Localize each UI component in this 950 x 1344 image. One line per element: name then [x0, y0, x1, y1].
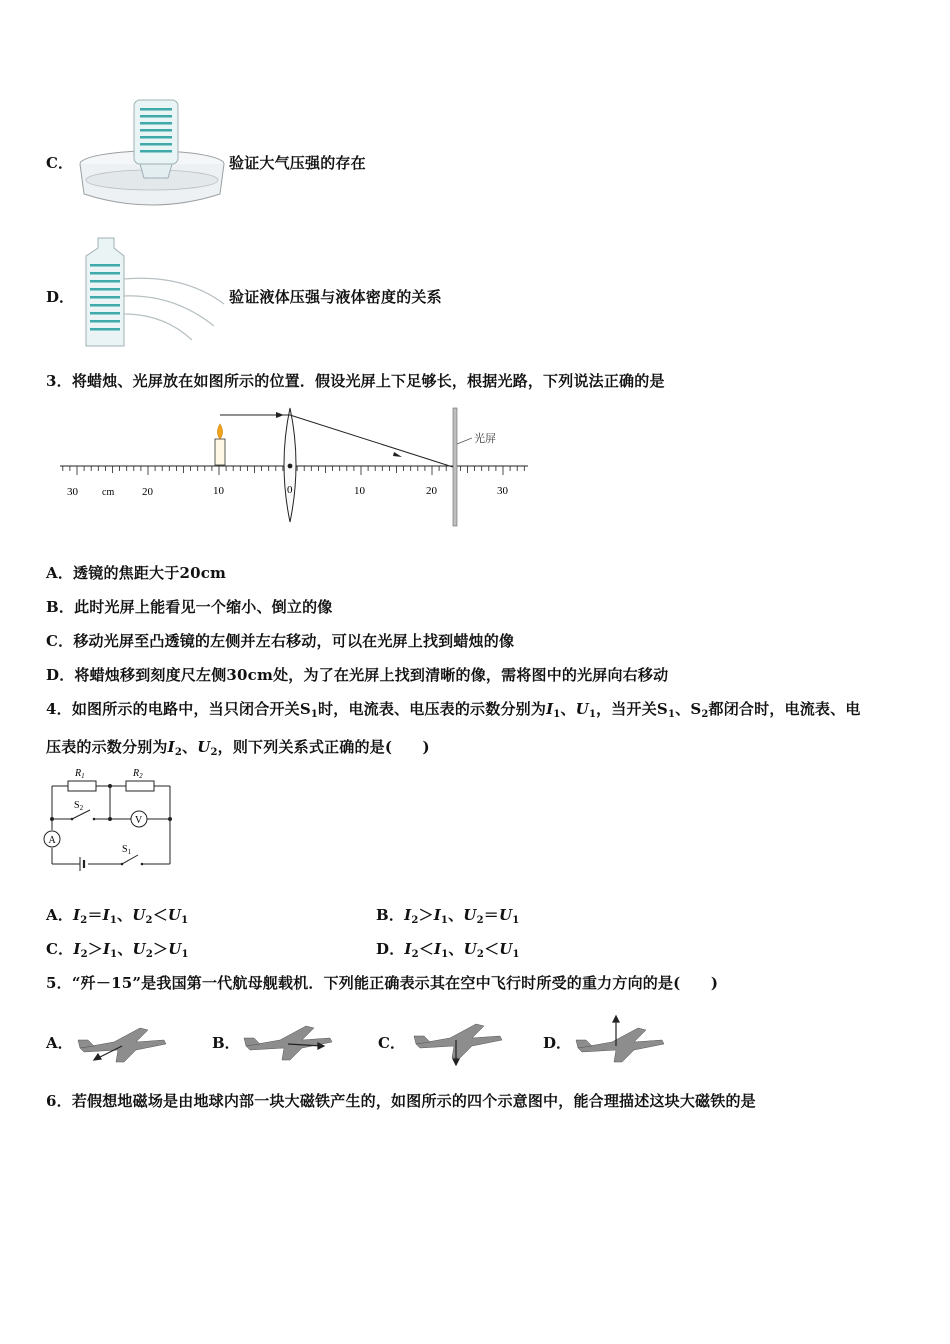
- q3-option-a: A．透镜的焦距大于20cm: [46, 564, 227, 582]
- q5-option-d-label: D．: [543, 1034, 572, 1052]
- q3-option-c: C．移动光屏至凸透镜的左侧并左右移动，可以在光屏上找到蜡烛的像: [46, 632, 515, 650]
- q5-option-c-label: C．: [378, 1034, 405, 1052]
- q4-option-b: B．$I_2>I_1$、$U_2=U_1$: [376, 906, 520, 926]
- tick-label: 30: [497, 485, 508, 497]
- option-c-text: 验证大气压强的存在: [229, 154, 366, 172]
- resistor-r1: [68, 781, 96, 791]
- unit-label: cm: [102, 487, 115, 498]
- q4-option-c: C．$I_2>I_1$、$U_2>U_1$: [46, 940, 189, 960]
- tick-label: 20: [142, 486, 153, 498]
- q3-option-d: D．将蜡烛移到刻度尺左侧30cm处，为了在光屏上找到清晰的像，需将图中的光屏向右移动: [46, 666, 669, 684]
- jet-gravity-option-a: [74, 1018, 170, 1070]
- svg-text:R1: $R_1$: [75, 768, 85, 780]
- svg-text:S1: $S_1$: [122, 844, 132, 856]
- q4-stem-line1: 4．如图所示的电路中，当只闭合开关$S_1$时，电流表、电压表的示数分别为$I_1$、$U_1$，当开关$S_1$、$S_2$都闭合时，电流表、电: [46, 700, 861, 720]
- candle: [215, 439, 225, 465]
- svg-text:R2: $R_2$: [133, 768, 143, 780]
- resistor-r2: [126, 781, 154, 791]
- tick-label: 10: [354, 485, 365, 497]
- q5-option-a-label: A．: [46, 1034, 73, 1052]
- screen-label: 光屏: [474, 433, 496, 445]
- tick-label: 10: [213, 485, 224, 497]
- q5-stem: 5．“歼－15”是我国第一代航母舰载机．下列能正确表示其在空中飞行时所受的重力方向的是( ): [46, 974, 719, 992]
- jet-gravity-option-d: [572, 1014, 668, 1070]
- tick-label: 20: [426, 485, 437, 497]
- liquid-pressure-bottle-illustration: [74, 234, 230, 354]
- lens-optics-figure: [56, 402, 536, 536]
- jet-gravity-option-c: [410, 1014, 506, 1070]
- q3-stem: 3．将蜡烛、光屏放在如图所示的位置．假设光屏上下足够长，根据光路，下列说法正确的是: [46, 372, 665, 390]
- option-d-label: D．: [46, 288, 75, 306]
- light-screen: [453, 408, 457, 526]
- q4-option-d: D．$I_2<I_1$、$U_2<U_1$: [376, 940, 520, 960]
- q6-stem: 6．若假想地磁场是由地球内部一块大磁铁产生的，如图所示的四个示意图中，能合理描述这块大磁铁的是: [46, 1092, 756, 1110]
- q4-stem-line2: 压表的示数分别为$I_2$、$U_2$，则下列关系式正确的是( ): [46, 738, 430, 758]
- svg-text:V: V: [135, 815, 143, 826]
- svg-text:A: A: [48, 835, 56, 846]
- q3-option-b: B．此时光屏上能看见一个缩小、倒立的像: [46, 598, 333, 616]
- atmospheric-pressure-bottle-illustration: [74, 98, 230, 218]
- candle-flame: [218, 424, 223, 439]
- circuit-diagram: [42, 762, 182, 878]
- option-d-text: 验证液体压强与液体密度的关系: [229, 288, 442, 306]
- jet-gravity-option-b: [240, 1016, 336, 1068]
- option-c-label: C．: [46, 154, 73, 172]
- tick-label: 0: [287, 484, 293, 496]
- svg-text:S2: $S_2$: [74, 800, 84, 812]
- q5-option-b-label: B．: [212, 1034, 240, 1052]
- tick-label: 30: [67, 486, 78, 498]
- q4-option-a: A．$I_2=I_1$、$U_2<U_1$: [46, 906, 189, 926]
